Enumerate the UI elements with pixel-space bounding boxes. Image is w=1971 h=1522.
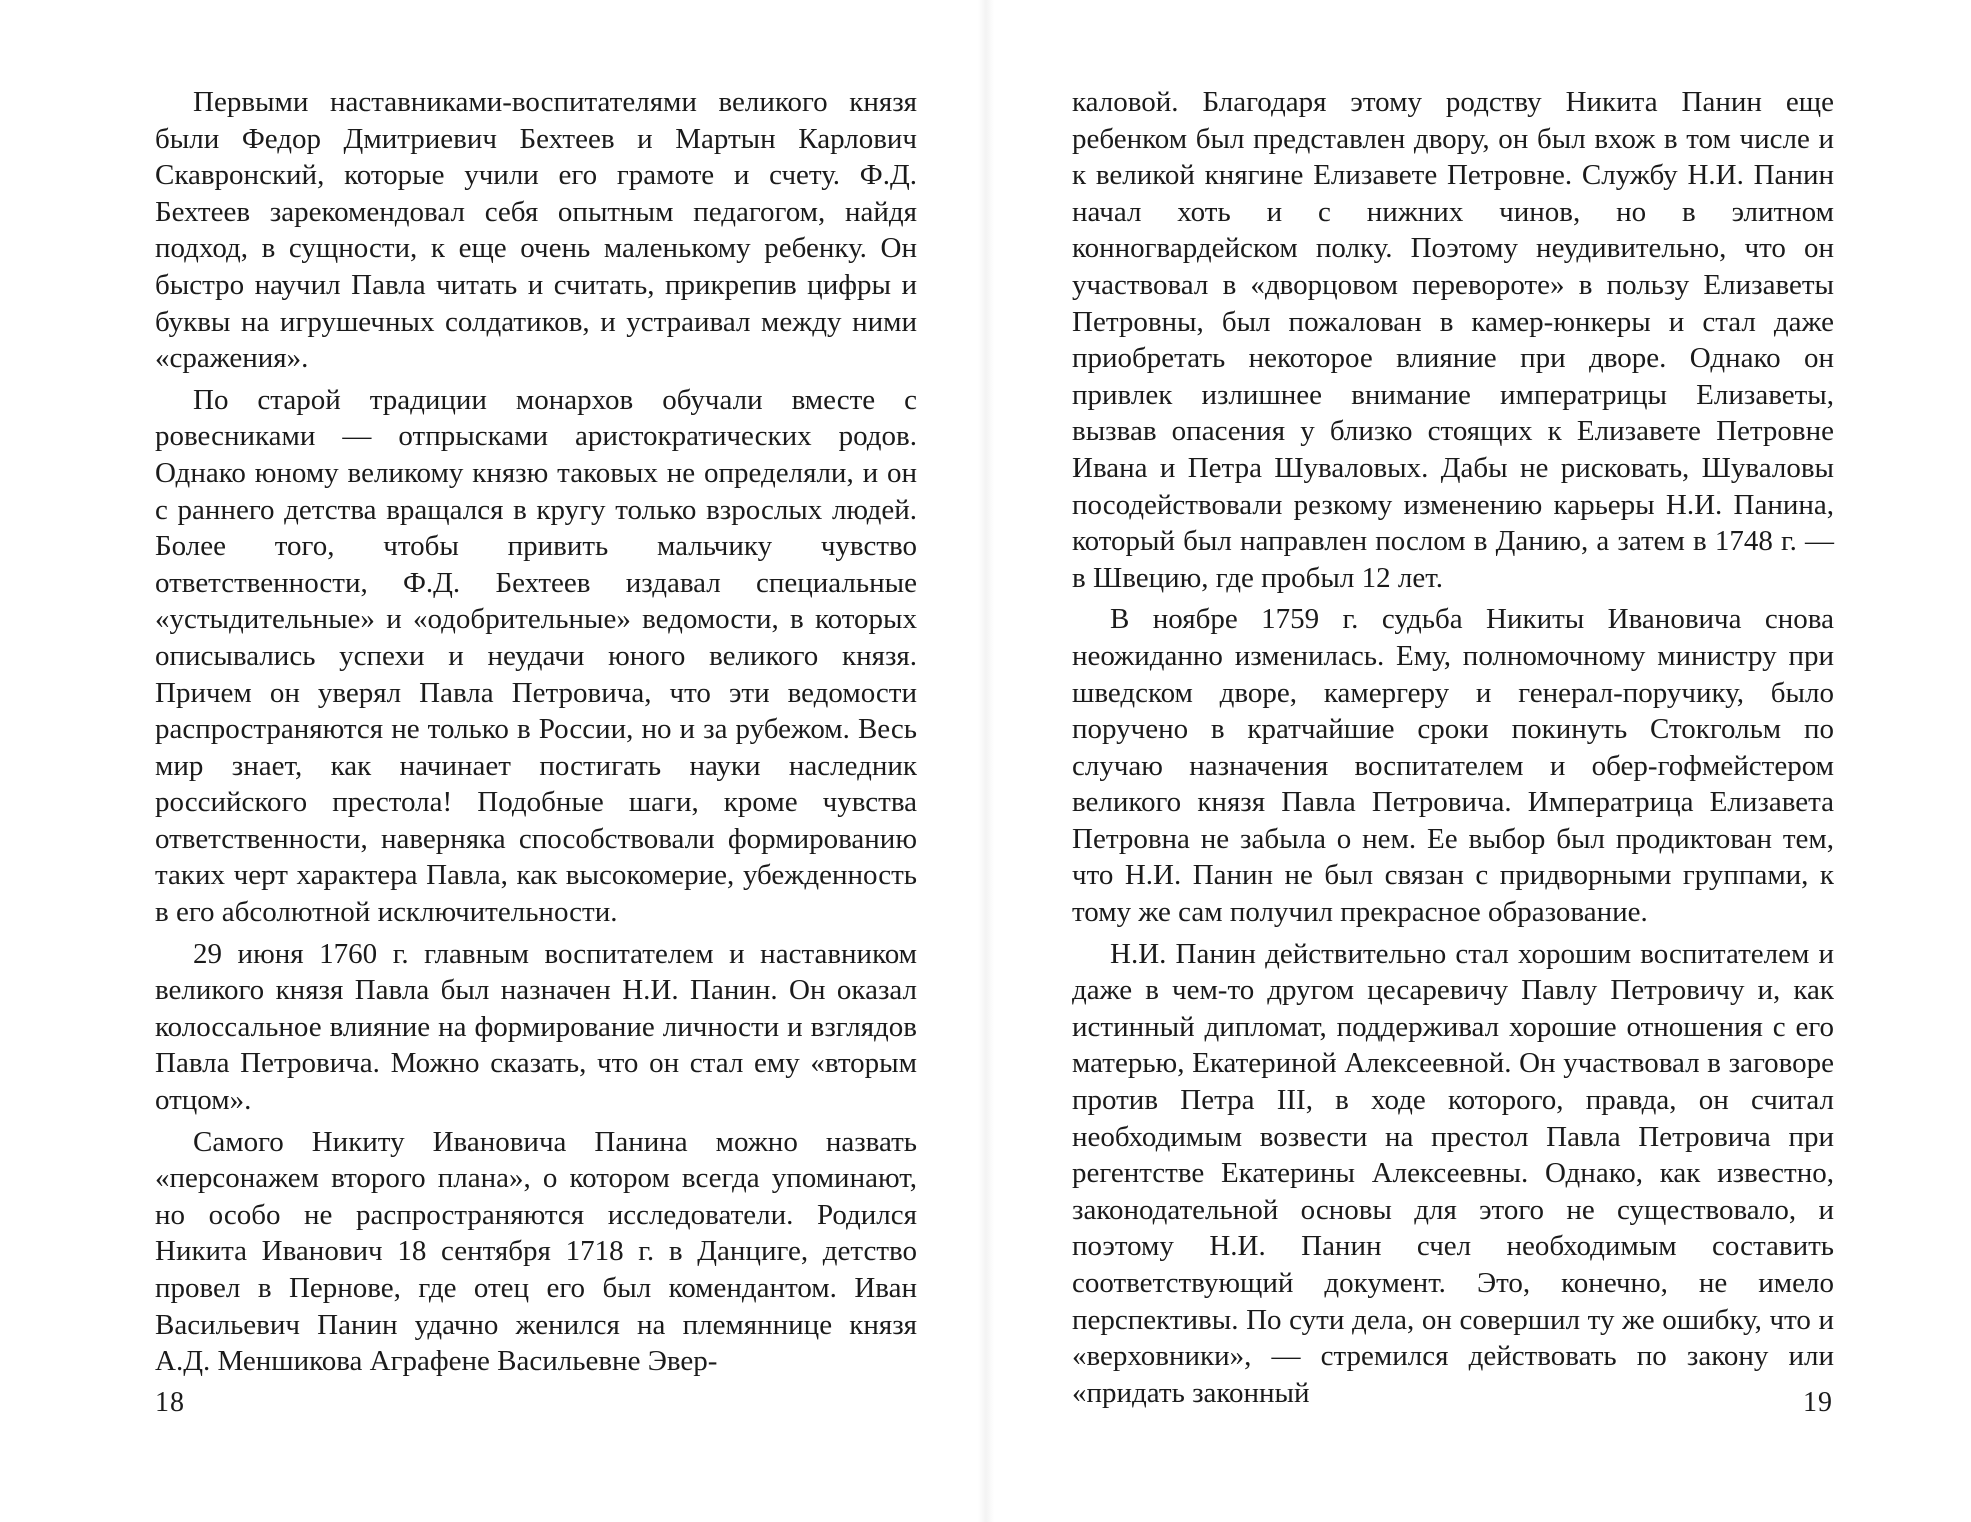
page-number-left: 18: [155, 1387, 185, 1418]
paragraph: Н.И. Панин действительно стал хорошим воспитателем и даже в чем-то другом цесаревичу Павлу Петровичу и, как истинный дипломат, поддерживал хорошие отношения с его матерью, Екатериной Алексеевной. Он участвовал в заговоре против Петра III, в ходе которого, правда, он считал необходимым возвести на престол Павла Петровича при регентстве Екатерины Алексеевны. Однако, как известно, законодательной основы для этого не существовало, и поэтому Н.И. Панин счел необходимым составить соответствующий документ. Это, конечно, не имело перспективы. По сути дела, он совершил ту же ошибку, что и «верховники», — стремился действовать по закону или «придать законный: [1072, 937, 1834, 1409]
page-number-right: 19: [1803, 1387, 1833, 1418]
paragraph: По старой традиции монархов обучали вместе с ровесниками — отпрысками аристократических родов. Однако юному великому князю таковых не определяли, и он с раннего детства вращался в кругу только взрослых людей. Более того, чтобы привить мальчику чувство ответственности, Ф.Д. Бехтеев издавал специальные «устыдительные» и «одобрительные» ведомости, в которых описывались успехи и неудачи юного великого князя. Причем он уверял Павла Петровича, что эти ведомости распространяются не только в России, но и за рубежом. Весь мир знает, как начинает постигать науки наследник российского престола! Подобные шаги, кроме чувства ответственности, наверняка способствовали формированию таких черт характера Павла, как высокомерие, убежденность в его абсолютной исключительности.: [155, 383, 917, 929]
paragraph-continuation: каловой. Благодаря этому родству Никита Панин еще ребенком был представлен двору, он был вхож в том числе и к великой княгине Елизавете Петровне. Службу Н.И. Панин начал хоть и с нижних чинов, но в элитном конногвардейском полку. Поэтому неудивительно, что он участвовал в «дворцовом перевороте» в пользу Елизаветы Петровны, был пожалован в камер-юнкеры и стал даже приобретать некоторое влияние при дворе. Однако он привлек излишнее внимание императрицы Елизаветы, вызвав опасения у близко стоящих к Елизавете Петровне Ивана и Петра Шуваловых. Дабы не рисковать, Шуваловы посодействовали резкому изменению карьеры Н.И. Панина, который был направлен послом в Данию, а затем в 1748 г. — в Швецию, где пробыл 12 лет.: [1072, 86, 1834, 594]
paragraph: В ноябре 1759 г. судьба Никиты Ивановича снова неожиданно изменилась. Ему, полномочному министру при шведском дворе, камергеру и генерал-поручику, было поручено в кратчайшие сроки покинуть Стокгольм по случаю назначения воспитателем и обер-гофмейстером великого князя Павла Петровича. Императрица Елизавета Петровна не забыла о нем. Ее выбор был продиктован тем, что Н.И. Панин не был связан с придворными группами, к тому же сам получил прекрасное образование.: [1072, 603, 1834, 929]
book-gutter: [978, 0, 994, 1522]
paragraph: Первыми наставниками-воспитателями великого князя были Федор Дмитриевич Бехтеев и Мартын Карлович Скавронский, которые учили его грамоте и счету. Ф.Д. Бехтеев зарекомендовал себя опытным педагогом, найдя подход, в сущности, к еще очень маленькому ребенку. Он быстро научил Павла читать и считать, прикрепив цифры и буквы на игрушечных солдатиков, и устраивал между ними «сражения».: [155, 86, 917, 375]
right-page: [1072, 84, 1834, 1411]
paragraph: 29 июня 1760 г. главным воспитателем и наставником великого князя Павла был назначен Н.И. Панин. Он оказал колоссальное влияние на формирование личности и взглядов Павла Петровича. Можно сказать, что он стал ему «вторым отцом».: [155, 937, 917, 1117]
paragraph: Самого Никиту Ивановича Панина можно назвать «персонажем второго плана», о котором всегда упоминают, но особо не распространяются исследователи. Родился Никита Иванович 18 сентября 1718 г. в Данциге, детство провел в Пернове, где отец его был комендантом. Иван Васильевич Панин удачно женился на племяннице князя А.Д. Меншикова Аграфене Васильевне Эвер-: [155, 1125, 917, 1378]
left-page: [155, 84, 917, 1380]
